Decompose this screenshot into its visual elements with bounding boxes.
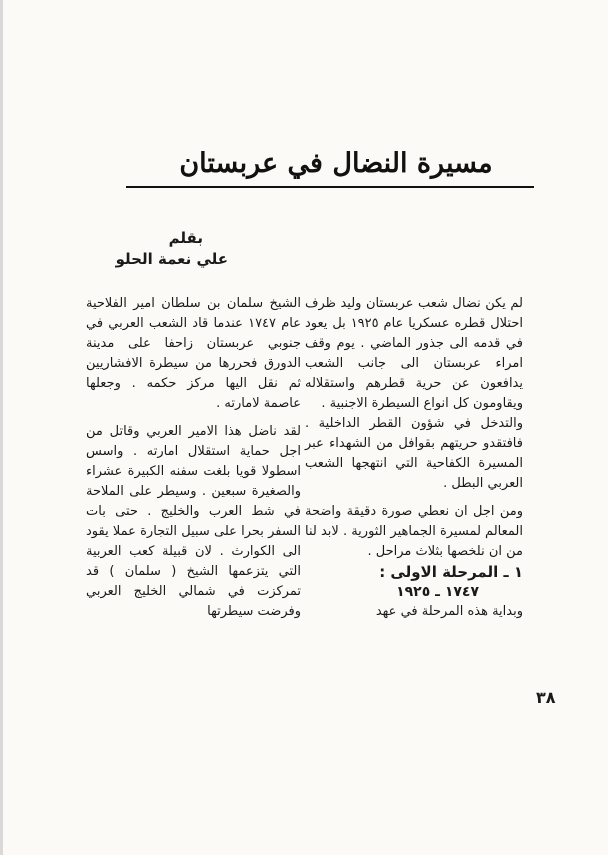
author-name: علي نعمة الحلو xyxy=(115,250,228,268)
paragraph: ومن اجل ان نعطي صورة دقيقة واضحة المعالم لمسيرة الجماهير الثورية . لابد لنا من ان نلخصها بثلاث مراحل . xyxy=(304,504,523,559)
article-title: مسيرة النضال في عربستان xyxy=(179,148,493,179)
title-underline xyxy=(126,186,534,188)
paragraph: وبداية هذه المرحلة في عهد xyxy=(375,604,523,619)
paragraph: لقد ناضل هذا الامير العربي وقاتل من اجل حماية استقلال امارته . واسس اسطولا قويا بلغت سفنه الكبيرة عشراء والصغيرة سبعين . وسيطر على الملاحة في شط العرب والخليج . حتى بات السفر بحرا على سبيل التجارة عملا يقود الى الكوارث . لان قبيلة كعب العربية التي يتزعمها الشيخ ( سلمان ) قد تمركزت في شمالي الخليج العربي وفرضت سيطرتها xyxy=(86,424,301,619)
section-years: ١٧٤٧ ـ ١٩٢٥ xyxy=(396,584,479,600)
section-heading: ١ ـ المرحلة الاولى : xyxy=(379,563,523,581)
scan-edge xyxy=(0,0,3,855)
right-column xyxy=(305,294,523,622)
byline-label: بقلم xyxy=(168,229,203,247)
paragraph: الشيخ سلمان بن سلطان امير الفلاحية عام ١٧٤٧ عندما قاد الشعب العربي في جنوبي عربستان زاحفا على مدينة الدورق فحررها من سيطرة الافشاريين ثم نقل اليها مركز حكمه . وجعلها عاصمة لامارته . xyxy=(86,296,301,411)
paragraph: والتدخل في شؤون القطر الداخلية . فافتقدو حريتهم بقوافل من الشهداء عبر المسيرة الكفاحية التي انتهجها الشعب العربي البطل . xyxy=(305,416,523,491)
paragraph: لم يكن نضال شعب عربستان وليد ظرف احتلال قطره عسكريا عام ١٩٢٥ بل يعود في قدمه الى جذور الماضي . يوم وقف امراء عربستان الى جانب الشعب يدافعون عن حرية قطرهم واستقلاله ويقاومون كل انواع السيطرة الاجنبية . xyxy=(305,296,524,411)
left-column xyxy=(86,294,301,622)
page-number: ٣٨ xyxy=(536,688,556,707)
